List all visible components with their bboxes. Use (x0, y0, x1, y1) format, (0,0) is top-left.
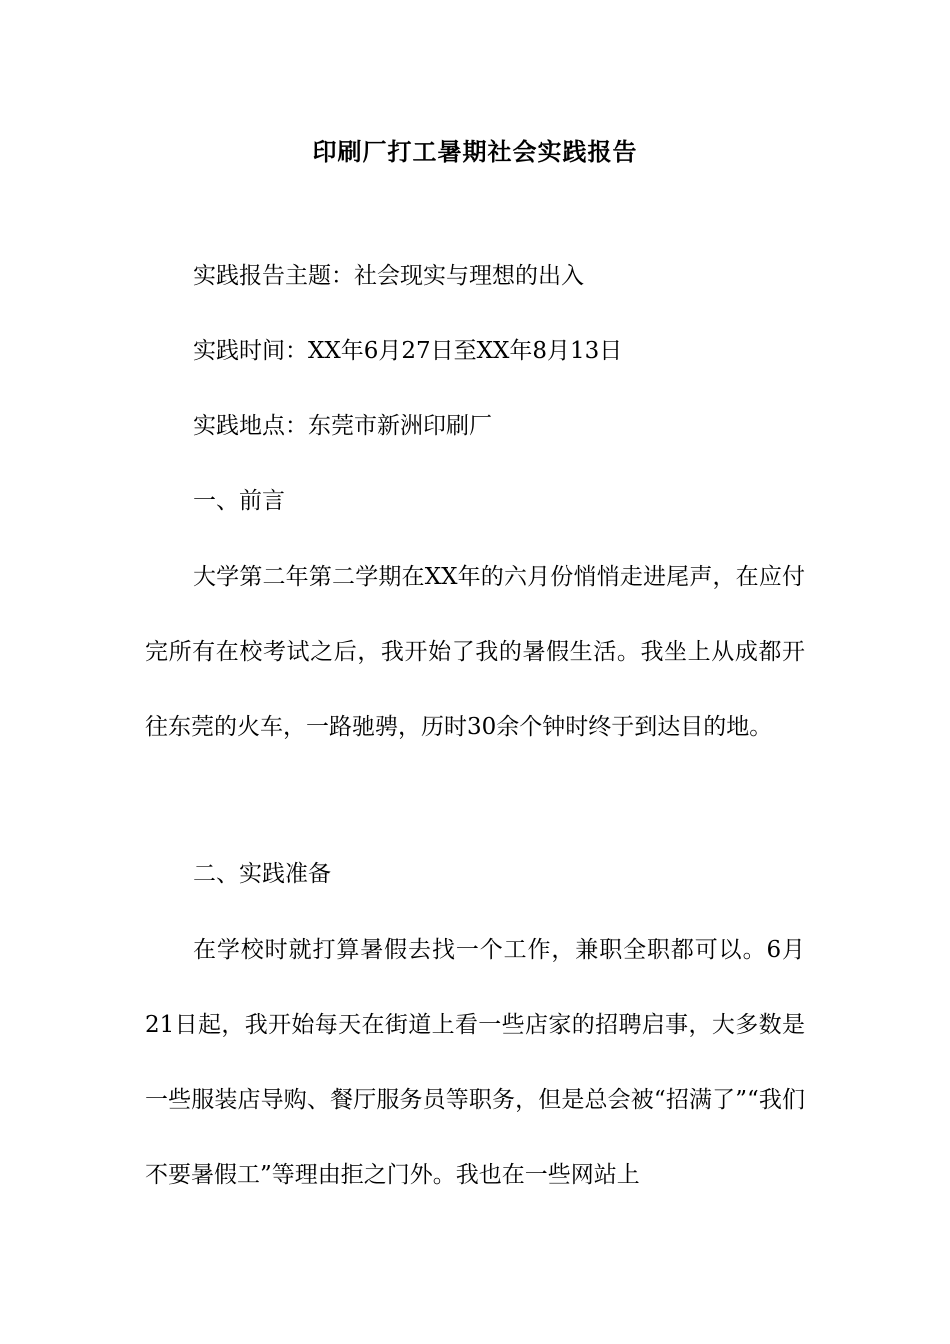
preface-paragraph: 大学第二年第二学期在XX年的六月份悄悄走进尾声，在应付完所有在校考试之后，我开始了我的暑假生活。我坐上从成都开往东莞的火车，一路驰骋，历时30余个钟时终于到达目的地。 (145, 564, 805, 740)
preparation-paragraph: 在学校时就打算暑假去找一个工作，兼职全职都可以。6月21日起，我开始每天在街道上看一些店家的招聘启事，大多数是一些服装店导购、餐厅服务员等职务，但是总会被“招满了”“我们不要暑假工”等理由拒之门外。我也在一些网站上 (145, 937, 805, 1188)
report-theme: 实践报告主题：社会现实与理想的出入 (193, 263, 584, 289)
document-title: 印刷厂打工暑期社会实践报告 (312, 137, 638, 166)
section-heading-preparation: 二、实践准备 (193, 861, 331, 887)
report-place: 实践地点：东莞市新洲印刷厂 (193, 413, 492, 439)
report-time: 实践时间：XX年6月27日至XX年8月13日 (193, 338, 623, 364)
section-heading-preface: 一、前言 (193, 488, 285, 514)
